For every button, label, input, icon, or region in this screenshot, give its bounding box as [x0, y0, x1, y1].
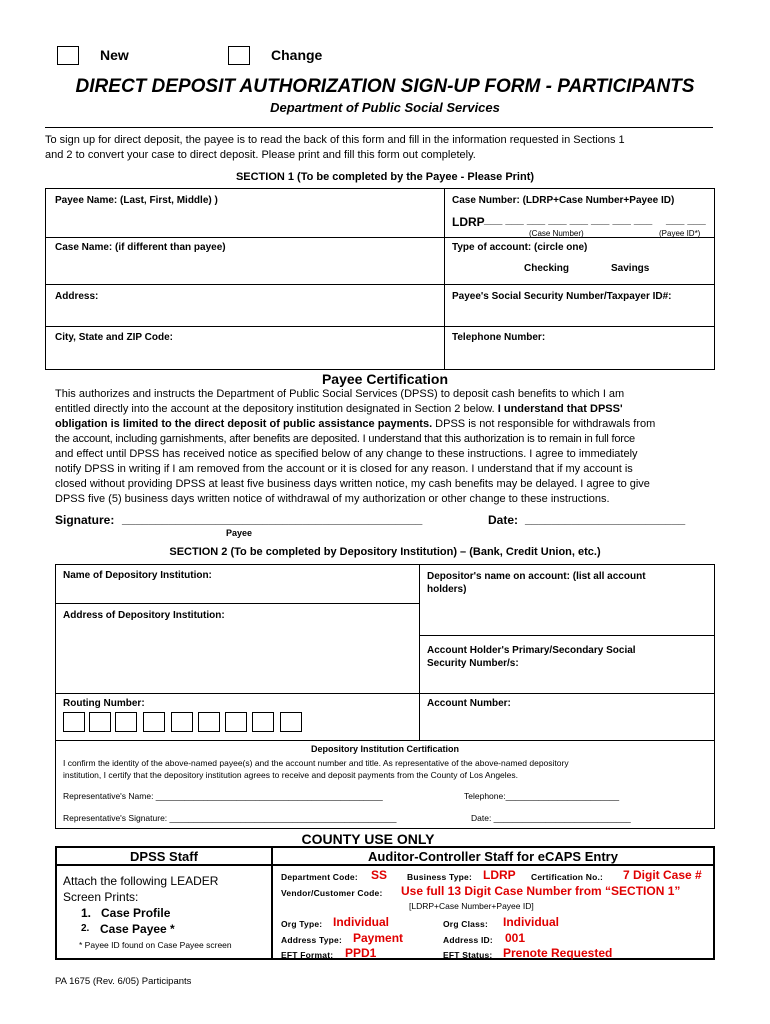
eft-status-label: EFT Status: [443, 950, 493, 960]
date-line[interactable]: ________________________ [525, 512, 686, 526]
org-type-value: Individual [333, 915, 390, 929]
routing-digit[interactable] [89, 712, 111, 732]
address-field[interactable]: Address: [55, 291, 99, 302]
form-footer: PA 1675 (Rev. 6/05) Participants [55, 976, 192, 987]
cert-line: the account, including garnishments, after benefits are deposited. I understand that this authorization is to remain in full force [55, 433, 635, 445]
payee-id-caption: (Payee ID*) [659, 229, 701, 238]
ldrp-prefix: LDRP [452, 215, 485, 229]
section2-table [55, 564, 715, 829]
case-payee-item-number: 2. [81, 923, 90, 934]
org-class-label: Org Class: [443, 919, 488, 929]
section1-row-divider-2 [46, 284, 714, 285]
case-name-field[interactable]: Case Name: (if different than payee) [55, 242, 226, 253]
change-checkbox[interactable] [228, 46, 250, 65]
rep-signature-field[interactable]: Representative's Signature: ________________________________________________ [63, 813, 397, 823]
attach-text-1: Attach the following LEADER [63, 874, 219, 888]
routing-number-label: Routing Number: [63, 698, 145, 709]
routing-digit[interactable] [280, 712, 302, 732]
form-subtitle: Department of Public Social Services [270, 100, 500, 115]
new-label: New [100, 47, 129, 63]
section1-table [45, 188, 715, 370]
eft-status-value: Prenote Requested [503, 946, 613, 960]
routing-digit[interactable] [225, 712, 247, 732]
org-type-label: Org Type: [281, 919, 323, 929]
account-number-field[interactable]: Account Number: [427, 698, 511, 709]
case-number-field[interactable]: Case Number: (LDRP+Case Number+Payee ID) [452, 195, 675, 206]
vendor-code-value: Use full 13 Digit Case Number from “SECTION 1” [401, 884, 681, 898]
routing-digit[interactable] [143, 712, 165, 732]
section2-row-divider-4 [56, 740, 714, 741]
holder-ssn-field[interactable]: Account Holder's Primary/Secondary Social Security Number/s: [427, 645, 636, 669]
dep-cert-text-2: institution, I certify that the depository institution agrees to receive and deposit payments from the County of Los Angeles. [63, 770, 519, 780]
section2-heading: SECTION 2 (To be completed by Depository Institution) – (Bank, Credit Union, etc.) [169, 546, 601, 558]
rep-date-field[interactable]: Date: _____________________________ [471, 813, 631, 823]
routing-digit[interactable] [63, 712, 85, 732]
eft-format-label: EFT Format: [281, 950, 334, 960]
county-use-heading: COUNTY USE ONLY [301, 831, 435, 847]
new-checkbox[interactable] [57, 46, 79, 65]
section1-divider-vertical [444, 189, 445, 369]
address-id-label: Address ID: [443, 935, 493, 945]
case-payee-item: Case Payee * [100, 922, 175, 936]
checking-option[interactable]: Checking [524, 263, 570, 274]
cert-line: This authorizes and instructs the Department of Public Social Services (DPSS) to deposit cash benefits to which I am [55, 388, 625, 400]
section1-row-divider-3 [46, 326, 714, 327]
section1-heading: SECTION 1 (To be completed by the Payee - Please Print) [235, 171, 535, 183]
business-type-value: LDRP [483, 868, 516, 882]
section2-row-divider-3 [56, 693, 714, 694]
dept-code-label: Department Code: [281, 872, 358, 882]
institution-address-field[interactable]: Address of Depository Institution: [63, 610, 225, 621]
cert-no-label: Certification No.: [531, 872, 604, 882]
change-label: Change [271, 47, 323, 63]
address-type-value: Payment [353, 931, 404, 945]
routing-digit[interactable] [198, 712, 220, 732]
cert-line: closed without providing DPSS at least five business days written notice, my cash benefits may be delayed. I agree to give [55, 478, 650, 490]
vendor-code-note: [LDRP+Case Number+Payee ID] [409, 901, 534, 911]
address-type-label: Address Type: [281, 935, 343, 945]
org-class-value: Individual [503, 915, 560, 929]
case-number-caption: (Case Number) [529, 229, 584, 238]
cert-no-value: 7 Digit Case # [623, 868, 702, 882]
signature-label: Signature: [55, 513, 115, 527]
case-profile-item: 1. Case Profile [81, 906, 171, 920]
attach-text-2: Screen Prints: [63, 890, 139, 904]
certification-text [55, 387, 720, 507]
dept-code-value: SS [371, 868, 388, 882]
cert-line: obligation is limited to the direct deposit of public assistance payments. DPSS is not responsible for withdrawals from [55, 418, 656, 430]
cert-line: and effect until DPSS has received notice as specified below of any change to these instructions. I agree to immediately [55, 448, 638, 460]
date-label: Date: [488, 513, 519, 527]
payee-certification-heading: Payee Certification [321, 371, 449, 387]
routing-digit[interactable] [171, 712, 193, 732]
section2-row-divider-1 [56, 603, 419, 604]
rep-telephone-field[interactable]: Telephone:________________________ [464, 791, 620, 801]
cert-line: DPSS five (5) business days written notice of withdrawal of my authorization or other change to these instructions. [55, 493, 610, 505]
depositor-name-field[interactable]: Depositor's name on account: (list all account holders) [427, 571, 646, 595]
business-type-label: Business Type: [407, 872, 472, 882]
routing-digit[interactable] [252, 712, 274, 732]
payee-caption: Payee [226, 528, 253, 538]
telephone-field[interactable]: Telephone Number: [452, 332, 546, 343]
section2-divider-vertical [419, 565, 420, 740]
payee-id-note: * Payee ID found on Case Payee screen [79, 940, 232, 950]
dep-cert-text-1: I confirm the identity of the above-named payee(s) and the account number and title. As representative of the above-named depository [63, 758, 569, 768]
rep-name-field[interactable]: Representative's Name: ________________________________________________ [63, 791, 383, 801]
institution-name-field[interactable]: Name of Depository Institution: [63, 570, 212, 581]
form-title: DIRECT DEPOSIT AUTHORIZATION SIGN-UP FORM - PARTICIPANTS [75, 76, 695, 97]
payee-id-blanks[interactable]: ___ ___ [666, 214, 706, 226]
cert-line: notify DPSS in writing if I am removed from the account or it is closed for any reason. I understand that if my account is [55, 463, 633, 475]
ssn-field[interactable]: Payee's Social Security Number/Taxpayer ID#: [452, 291, 672, 302]
signature-line[interactable]: _____________________________________________ [122, 512, 423, 526]
auditor-heading: Auditor-Controller Staff for eCAPS Entry [368, 849, 618, 864]
vendor-code-label: Vendor/Customer Code: [281, 888, 383, 898]
dep-cert-heading: Depository Institution Certification [310, 744, 459, 754]
county-header-rule [57, 864, 713, 866]
account-type-label: Type of account: (circle one) [452, 242, 588, 253]
section2-row-divider-2 [419, 635, 714, 636]
intro-text-2: and 2 to convert your case to direct deposit. Please print and fill this form out completely. [45, 149, 476, 161]
intro-text-1: To sign up for direct deposit, the payee is to read the back of this form and fill in the information requested in Sections 1 [45, 134, 625, 146]
payee-name-field[interactable]: Payee Name: (Last, First, Middle) ) [55, 195, 218, 206]
county-table [55, 846, 715, 960]
savings-option[interactable]: Savings [611, 263, 650, 274]
header-rule [45, 127, 713, 128]
dpss-staff-heading: DPSS Staff [130, 849, 198, 864]
section1-row-divider-1 [46, 237, 444, 238]
cert-line: entitled directly into the account at the depository institution designated in Section 2 below. I understand that DPSS' [55, 403, 623, 415]
address-id-value: 001 [505, 931, 526, 945]
case-number-blanks[interactable]: ___ ___ ___ ___ ___ ___ ___ ___ [484, 214, 653, 226]
eft-format-value: PPD1 [345, 946, 377, 960]
city-state-zip-field[interactable]: City, State and ZIP Code: [55, 332, 173, 343]
routing-digit[interactable] [115, 712, 137, 732]
